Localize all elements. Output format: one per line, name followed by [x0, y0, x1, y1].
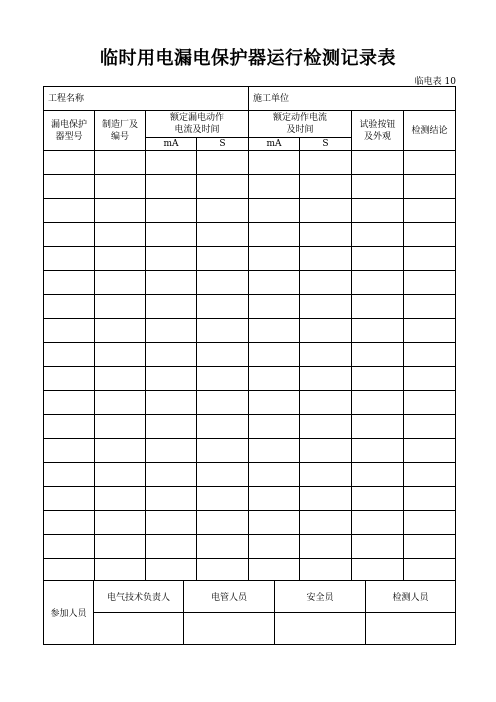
- table-cell[interactable]: [95, 343, 146, 367]
- table-cell[interactable]: [44, 535, 95, 559]
- table-cell[interactable]: [197, 175, 249, 199]
- table-cell[interactable]: [404, 511, 456, 535]
- table-cell[interactable]: [146, 487, 197, 511]
- table-cell[interactable]: [146, 199, 197, 223]
- col-header-leakage-line1: 额定漏电动作: [170, 113, 225, 123]
- table-cell[interactable]: [146, 223, 197, 247]
- table-cell[interactable]: [249, 175, 300, 199]
- form-code: 临电表 10: [414, 77, 456, 87]
- table-cell[interactable]: [95, 223, 146, 247]
- table-cell[interactable]: [404, 463, 456, 487]
- table-cell[interactable]: [249, 367, 300, 391]
- table-cell[interactable]: [44, 439, 95, 463]
- table-cell[interactable]: [197, 439, 249, 463]
- table-cell[interactable]: [44, 367, 95, 391]
- col-header-leakage: [146, 111, 249, 138]
- col-header-action: [249, 111, 352, 138]
- construction-unit-cell[interactable]: [249, 87, 456, 111]
- table-cell[interactable]: [44, 463, 95, 487]
- table-cell[interactable]: [300, 487, 352, 511]
- unit-s-leakage: S: [197, 138, 249, 151]
- table-cell[interactable]: [95, 175, 146, 199]
- table-cell[interactable]: [300, 439, 352, 463]
- table-cell[interactable]: [404, 295, 456, 319]
- table-cell[interactable]: [197, 511, 249, 535]
- table-cell[interactable]: [352, 367, 404, 391]
- role-electrical-tech-lead: 电气技术负责人: [94, 581, 184, 613]
- table-row: [44, 391, 456, 415]
- table-cell[interactable]: [146, 391, 197, 415]
- col-header-action-line2: 及时间: [286, 125, 314, 135]
- table-row: [44, 511, 456, 535]
- participants-label: 参加人员: [44, 581, 94, 645]
- column-header-row: [44, 111, 456, 138]
- table-cell[interactable]: [95, 511, 146, 535]
- table-cell[interactable]: [300, 247, 352, 271]
- table-cell[interactable]: [404, 319, 456, 343]
- table-cell[interactable]: [95, 487, 146, 511]
- table-row: [44, 535, 456, 559]
- table-cell[interactable]: [146, 463, 197, 487]
- table-cell[interactable]: [300, 463, 352, 487]
- table-cell[interactable]: [146, 511, 197, 535]
- table-cell[interactable]: [352, 487, 404, 511]
- table-cell[interactable]: [197, 367, 249, 391]
- table-row: [44, 487, 456, 511]
- table-cell[interactable]: [44, 343, 95, 367]
- table-cell[interactable]: [404, 415, 456, 439]
- table-cell[interactable]: [95, 415, 146, 439]
- table-cell[interactable]: [300, 199, 352, 223]
- table-cell[interactable]: [404, 343, 456, 367]
- table-cell[interactable]: [197, 295, 249, 319]
- table-cell[interactable]: [197, 391, 249, 415]
- table-cell[interactable]: [352, 271, 404, 295]
- table-cell[interactable]: [300, 343, 352, 367]
- table-cell[interactable]: [404, 391, 456, 415]
- table-cell[interactable]: [352, 175, 404, 199]
- table-row: [44, 223, 456, 247]
- table-cell[interactable]: [146, 295, 197, 319]
- table-cell[interactable]: [197, 487, 249, 511]
- role-safety-officer: 安全员: [275, 581, 366, 613]
- table-cell[interactable]: [95, 151, 146, 175]
- table-cell[interactable]: [404, 271, 456, 295]
- table-cell[interactable]: [300, 271, 352, 295]
- table-cell[interactable]: [95, 463, 146, 487]
- table-cell[interactable]: [197, 223, 249, 247]
- table-cell[interactable]: [352, 199, 404, 223]
- role-inspector: 检测人员: [366, 581, 456, 613]
- table-cell[interactable]: [197, 559, 249, 581]
- table-cell[interactable]: [44, 223, 95, 247]
- construction-unit-label: 施工单位: [253, 93, 290, 104]
- table-cell[interactable]: [44, 295, 95, 319]
- table-cell[interactable]: [352, 439, 404, 463]
- table-cell[interactable]: [352, 415, 404, 439]
- participants-role-row: [44, 581, 456, 613]
- table-cell[interactable]: [146, 439, 197, 463]
- table-cell[interactable]: [95, 295, 146, 319]
- col-header-maker-line2: 编号: [110, 131, 129, 142]
- table-cell[interactable]: [44, 559, 95, 581]
- signature-inspector[interactable]: [366, 613, 456, 645]
- col-header-result: 检测结论: [404, 111, 456, 151]
- signature-safety-officer[interactable]: [275, 613, 366, 645]
- table-cell[interactable]: [300, 295, 352, 319]
- table-cell[interactable]: [95, 391, 146, 415]
- table-cell[interactable]: [95, 535, 146, 559]
- table-cell[interactable]: [352, 535, 404, 559]
- table-cell[interactable]: [352, 511, 404, 535]
- table-cell[interactable]: [249, 487, 300, 511]
- table-cell[interactable]: [197, 463, 249, 487]
- table-cell[interactable]: [352, 559, 404, 581]
- col-header-test-line1: 试验按钮: [359, 119, 396, 130]
- table-cell[interactable]: [249, 463, 300, 487]
- col-header-maker-line1: 制造厂及: [101, 119, 138, 130]
- signature-electrical-tech-lead[interactable]: [94, 613, 184, 645]
- table-cell[interactable]: [404, 151, 456, 175]
- table-cell[interactable]: [404, 559, 456, 581]
- table-cell[interactable]: [146, 247, 197, 271]
- unit-s-action: S: [300, 138, 352, 151]
- table-cell[interactable]: [95, 271, 146, 295]
- table-cell[interactable]: [249, 535, 300, 559]
- table-cell[interactable]: [249, 319, 300, 343]
- col-header-test-line2: 及外观: [364, 131, 392, 142]
- table-cell[interactable]: [197, 271, 249, 295]
- table-cell[interactable]: [95, 199, 146, 223]
- table-cell[interactable]: [300, 319, 352, 343]
- table-cell[interactable]: [300, 391, 352, 415]
- table-cell[interactable]: [404, 487, 456, 511]
- table-cell[interactable]: [300, 415, 352, 439]
- table-cell[interactable]: [44, 391, 95, 415]
- role-electrical-manager: 电管人员: [184, 581, 275, 613]
- table-cell[interactable]: [146, 151, 197, 175]
- table-cell[interactable]: [300, 223, 352, 247]
- record-table: [43, 86, 456, 581]
- table-cell[interactable]: [249, 151, 300, 175]
- table-cell[interactable]: [44, 271, 95, 295]
- col-header-model: [44, 111, 95, 151]
- table-cell[interactable]: [249, 559, 300, 581]
- table-cell[interactable]: [44, 175, 95, 199]
- table-cell[interactable]: [197, 319, 249, 343]
- table-cell[interactable]: [197, 199, 249, 223]
- project-name-label: 工程名称: [48, 93, 85, 104]
- table-cell[interactable]: [300, 511, 352, 535]
- table-row: [44, 295, 456, 319]
- table-cell[interactable]: [249, 343, 300, 367]
- table-cell[interactable]: [197, 415, 249, 439]
- table-cell[interactable]: [352, 295, 404, 319]
- table-cell[interactable]: [352, 319, 404, 343]
- table-cell[interactable]: [146, 319, 197, 343]
- table-row: [44, 367, 456, 391]
- signature-electrical-manager[interactable]: [184, 613, 275, 645]
- table-cell[interactable]: [44, 487, 95, 511]
- table-cell[interactable]: [352, 463, 404, 487]
- table-cell[interactable]: [404, 535, 456, 559]
- table-cell[interactable]: [197, 151, 249, 175]
- table-cell[interactable]: [95, 367, 146, 391]
- table-cell[interactable]: [352, 343, 404, 367]
- table-cell[interactable]: [146, 271, 197, 295]
- col-header-action-line1: 额定动作电流: [273, 113, 328, 123]
- table-cell[interactable]: [249, 247, 300, 271]
- table-cell[interactable]: [146, 415, 197, 439]
- table-cell[interactable]: [352, 247, 404, 271]
- table-cell[interactable]: [197, 343, 249, 367]
- table-cell[interactable]: [404, 247, 456, 271]
- col-header-model-line1: 漏电保护: [50, 119, 87, 130]
- table-row: [44, 559, 456, 581]
- table-cell[interactable]: [352, 391, 404, 415]
- col-header-leakage-line2: 电流及时间: [174, 125, 220, 135]
- table-cell[interactable]: [249, 415, 300, 439]
- table-cell[interactable]: [146, 559, 197, 581]
- table-row: [44, 175, 456, 199]
- table-cell[interactable]: [146, 535, 197, 559]
- table-cell[interactable]: [249, 199, 300, 223]
- table-cell[interactable]: [249, 439, 300, 463]
- table-cell[interactable]: [300, 535, 352, 559]
- table-cell[interactable]: [95, 439, 146, 463]
- participants-table: [43, 580, 456, 645]
- table-row: [44, 319, 456, 343]
- col-header-test-button: [352, 111, 404, 151]
- table-cell[interactable]: [300, 367, 352, 391]
- table-cell[interactable]: [249, 271, 300, 295]
- table-cell[interactable]: [95, 319, 146, 343]
- table-cell[interactable]: [404, 175, 456, 199]
- table-cell[interactable]: [300, 559, 352, 581]
- col-header-maker: [95, 111, 146, 151]
- participants-name-row: [44, 613, 456, 645]
- table-cell[interactable]: [404, 223, 456, 247]
- table-row: [44, 415, 456, 439]
- table-row: [44, 439, 456, 463]
- table-cell[interactable]: [95, 247, 146, 271]
- table-cell[interactable]: [197, 247, 249, 271]
- table-cell[interactable]: [44, 319, 95, 343]
- table-cell[interactable]: [44, 199, 95, 223]
- project-row: [44, 87, 456, 111]
- table-cell[interactable]: [352, 223, 404, 247]
- table-cell[interactable]: [44, 247, 95, 271]
- table-cell[interactable]: [404, 439, 456, 463]
- table-cell[interactable]: [300, 151, 352, 175]
- table-cell[interactable]: [146, 343, 197, 367]
- table-cell[interactable]: [146, 367, 197, 391]
- table-cell[interactable]: [404, 367, 456, 391]
- table-cell[interactable]: [44, 415, 95, 439]
- page-title: 临时用电漏电保护器运行检测记录表: [100, 48, 396, 69]
- table-cell[interactable]: [352, 151, 404, 175]
- table-row: [44, 463, 456, 487]
- table-cell[interactable]: [249, 511, 300, 535]
- table-cell[interactable]: [249, 391, 300, 415]
- table-row: [44, 151, 456, 175]
- table-cell[interactable]: [249, 223, 300, 247]
- table-row: [44, 343, 456, 367]
- table-cell[interactable]: [249, 295, 300, 319]
- table-cell[interactable]: [197, 535, 249, 559]
- table-cell[interactable]: [300, 175, 352, 199]
- table-cell[interactable]: [404, 199, 456, 223]
- col-header-model-line2: 器型号: [55, 131, 83, 142]
- table-cell[interactable]: [44, 151, 95, 175]
- table-row: [44, 271, 456, 295]
- unit-ma-leakage: mA: [146, 138, 197, 151]
- table-row: [44, 199, 456, 223]
- unit-ma-action: mA: [249, 138, 300, 151]
- table-cell[interactable]: [44, 511, 95, 535]
- table-row: [44, 247, 456, 271]
- project-name-cell[interactable]: [44, 87, 249, 111]
- table-cell[interactable]: [95, 559, 146, 581]
- table-cell[interactable]: [146, 175, 197, 199]
